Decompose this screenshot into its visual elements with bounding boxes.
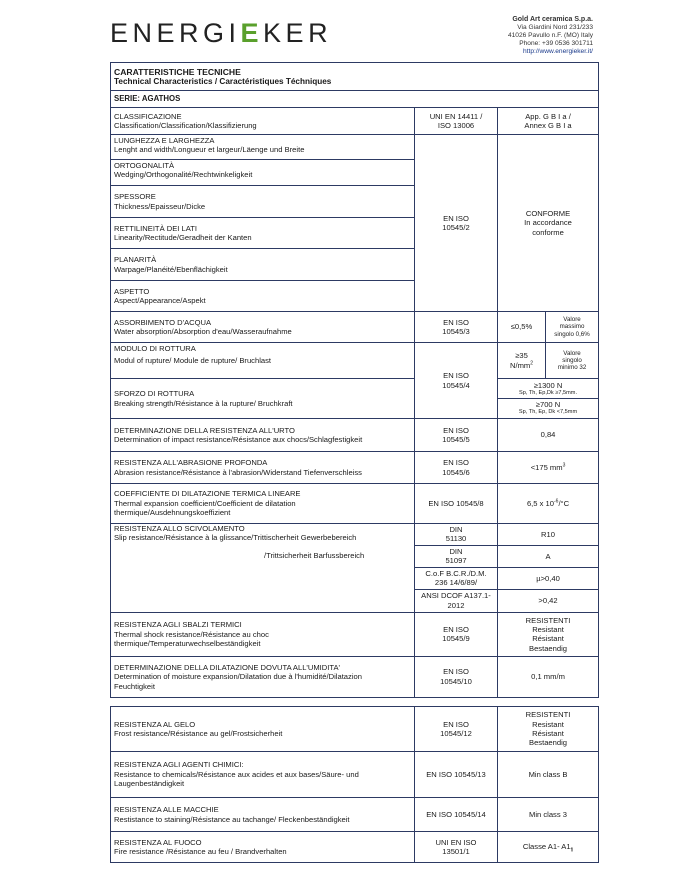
- length-label: LUNGHEZZA E LARGHEZZA: [114, 136, 215, 145]
- modulus-cell: [111, 343, 415, 379]
- abrasion-value: <175 $mm^3$: [498, 452, 599, 484]
- table-row: [111, 379, 599, 419]
- frost-cell: [111, 707, 415, 752]
- orthogonality-cell: [111, 160, 415, 186]
- classification-norm: [415, 108, 498, 135]
- impact-cell: [111, 419, 415, 452]
- slip-r1-norm-1: DIN: [449, 525, 463, 534]
- table-row: [111, 524, 599, 546]
- breaking-val-2-note: Sp, Th, Ep, Dk <7,5mm: [518, 409, 578, 416]
- moisture-value: 0,1 mm/m: [498, 656, 599, 697]
- water-norm-2: 10545/3: [442, 327, 470, 336]
- table-row: [111, 656, 599, 697]
- slip-value-3: µ>0,40: [498, 567, 599, 589]
- stain-label: RESISTENZA ALLE MACCHIE: [114, 805, 219, 815]
- moisture-label: DETERMINAZIONE DELLA DILATAZIONE DOVUTA ALL'UMIDITA': [114, 662, 340, 672]
- dimensions-norm-1: EN ISO: [443, 213, 469, 223]
- thermal-shock-value: [498, 612, 599, 656]
- classification-val-1: App. G B I a /: [525, 111, 571, 121]
- modulus-note-2: singolo: [562, 356, 582, 364]
- frost-val-1: RESISTENTI: [525, 710, 571, 720]
- orthogonality-sub: Wedging/Orthogonalité/Rechtwinkeligkeit: [114, 170, 253, 180]
- breaking-val-1: ≥1300 N: [533, 381, 563, 390]
- breaking-val-2: ≥700 N: [535, 400, 561, 409]
- water-absorption-norm: [415, 312, 498, 343]
- impact-norm-2: 10545/5: [442, 435, 470, 444]
- modulus-sub: Modul of rupture/ Module de rupture/ Bruchlast: [114, 356, 272, 366]
- classification-norm-1: UNI EN 14411 /: [429, 111, 483, 121]
- chemicals-cell: [111, 752, 415, 798]
- shock-val-2: Resistant: [532, 624, 564, 634]
- chemicals-norm: EN ISO 10545/13: [415, 752, 498, 798]
- frost-value: [498, 707, 599, 752]
- shock-val-1: RESISTENTI: [525, 615, 571, 625]
- length-sub: Lenght and width/Longueur et largeur/Läenge und Breite: [114, 145, 305, 155]
- fire-val: Classe A1- A1: [522, 842, 571, 852]
- slip-norm-1: [415, 524, 498, 546]
- energieker-logo: [110, 18, 332, 49]
- company-address-2: 41026 Pavullo n.F. (MO) Italy: [507, 32, 593, 39]
- thermal-expansion-cell: [111, 484, 415, 524]
- logo-text-right: KER: [263, 18, 333, 48]
- linearity-label: RETTILINEITÀ DEI LATI: [114, 223, 197, 233]
- thermal-unit: /°C: [558, 498, 570, 508]
- impact-sub: Determination of impact resistance/Résistance aux chocs/Schlagfestigkeit: [114, 435, 363, 444]
- flatness-cell: [111, 249, 415, 281]
- dimensions-value: [498, 135, 599, 312]
- slip-value-4: >0,42: [498, 589, 599, 612]
- moisture-sub-1: Determination of moisture expansion/Dilatation due à l'humidité/Dilatazion: [114, 672, 362, 682]
- flatness-sub: Warpage/Planéité/Ebenflächigkeit: [114, 264, 228, 274]
- shock-val-4: Bestaendig: [529, 643, 568, 653]
- slip-resistance-cell: [111, 524, 415, 613]
- additional-characteristics-table: [110, 706, 599, 863]
- classification-norm-2: ISO 13006: [437, 121, 475, 130]
- stain-norm: EN ISO 10545/14: [415, 798, 498, 832]
- slip-r3-norm-2: 236 14/6/89/: [434, 578, 478, 588]
- dimensions-val-3: conforme: [532, 227, 564, 237]
- abrasion-label: RESISTENZA ALL'ABRASIONE PROFONDA: [114, 458, 268, 468]
- frost-norm-1: EN ISO: [443, 719, 469, 729]
- frost-norm-2: 10545/12: [440, 729, 472, 738]
- fire-val-sub: fl: [570, 847, 574, 854]
- logo-text-left: ENERGI: [110, 18, 241, 48]
- table-row: [111, 312, 599, 343]
- impact-norm: [415, 419, 498, 452]
- frost-val-4: Bestaendig: [529, 738, 567, 748]
- shock-norm-2: 10545/9: [442, 634, 470, 644]
- classification-val-2: Annex G B I a: [524, 121, 572, 130]
- impact-label: DETERMINAZIONE DELLA RESISTENZA ALL'URTO: [114, 425, 295, 435]
- breaking-value: [498, 379, 599, 419]
- thermal-shock-sub-2: thermique/Temperaturwechselbeständigkeit: [114, 639, 261, 649]
- slip-norm-3: [415, 567, 498, 589]
- company-name: Gold Art ceramica S.p.a.: [512, 16, 593, 23]
- thermal-shock-norm: [415, 612, 498, 656]
- table-row: [111, 612, 599, 656]
- logo-text-mid: E: [240, 18, 264, 48]
- linearity-cell: [111, 218, 415, 249]
- rupture-norm: [415, 343, 498, 419]
- chemicals-sub-1: Resistance to chemicals/Résistance aux acides et aux bases/Säure- und: [114, 769, 359, 779]
- fire-value: [498, 832, 599, 863]
- abrasion-norm: [415, 452, 498, 484]
- abrasion-cell: [111, 452, 415, 484]
- fire-norm: [415, 832, 498, 863]
- length-cell: [111, 135, 415, 160]
- thermal-exp: -6: [553, 498, 559, 505]
- frost-val-3: Résistant: [532, 729, 564, 738]
- slip-r2-norm-1: DIN: [449, 546, 463, 556]
- thermal-shock-sub-1: Thermal shock resistance/Résistance au choc: [114, 629, 269, 639]
- thickness-label: SPESSORE: [114, 192, 156, 202]
- stain-value: Min class 3: [498, 798, 599, 832]
- water-note-1: Valore: [563, 316, 581, 324]
- abrasion-norm-2: 10545/6: [442, 467, 470, 477]
- dimensions-norm-2: 10545/2: [442, 223, 470, 232]
- modulus-val-2: N/mm: [509, 360, 531, 370]
- dimensions-norm: [415, 135, 498, 312]
- table-row: [111, 108, 599, 135]
- series-label: SERIE: AGATHOS: [111, 91, 599, 108]
- abrasion-val: <175 mm: [530, 462, 563, 472]
- stain-sub: Restistance to staining/Résistance au tachange/ Fleckenbeständigkeit: [114, 814, 350, 824]
- abrasion-sub: Abrasion resistance/Résistance à l'abrasion/Widerstand Tiefenverschleiss: [114, 467, 362, 477]
- appearance-cell: [111, 281, 415, 312]
- table-row: [111, 832, 599, 863]
- fire-cell: [111, 832, 415, 863]
- slip-r2-norm-2: 51097: [445, 556, 467, 566]
- company-phone: Phone: +39 0536 301711: [519, 40, 593, 47]
- moisture-cell: [111, 656, 415, 697]
- modulus-note: [546, 343, 599, 379]
- modulus-label: MODULO DI ROTTURA: [114, 344, 196, 353]
- table-row: [111, 452, 599, 484]
- slip-value-2: A: [498, 545, 599, 567]
- company-address-1: Via Giardini Nord 231/233: [517, 24, 593, 31]
- stain-cell: [111, 798, 415, 832]
- table-row: [111, 343, 599, 379]
- linearity-sub: Linearity/Rectitude/Geradheit der Kanten: [114, 233, 252, 242]
- modulus-note-1: Valore: [563, 349, 581, 357]
- water-norm-1: EN ISO: [443, 317, 469, 327]
- table-row: [111, 419, 599, 452]
- moisture-norm: [415, 656, 498, 697]
- breaking-cell: [111, 379, 415, 419]
- table-row: [111, 707, 599, 752]
- chemicals-label: RESISTENZA AGLI AGENTI CHIMICI:: [114, 760, 244, 770]
- thermal-shock-cell: [111, 612, 415, 656]
- table-row: [111, 484, 599, 524]
- thermal-expansion-sub-1: Thermal expansion coefficient/Coefficient de dilatation: [114, 498, 296, 508]
- frost-sub: Frost resistance/Résistance au gel/Frostsicherheit: [114, 729, 283, 738]
- slip-r3-norm-1: C.o.F B.C.R./D.M.: [425, 568, 487, 578]
- abrasion-norm-1: EN ISO: [443, 458, 469, 468]
- thickness-sub: Thickness/Epaisseur/Dicke: [114, 201, 206, 211]
- moisture-sub-2: Feuchtigkeit: [114, 681, 155, 691]
- shock-val-3: Résistant: [532, 634, 564, 644]
- thermal-shock-label: RESISTENZA AGLI SBALZI TERMICI: [114, 620, 242, 630]
- thermal-val: 6,5 x 10: [526, 498, 554, 508]
- water-note-3: singolo 0,6%: [554, 330, 590, 338]
- table-row: [111, 752, 599, 798]
- classification-sub: Classification/Classification/Klassifizierung: [114, 121, 257, 130]
- table-row: [111, 135, 599, 160]
- slip-label: RESISTENZA ALLO SCIVOLAMENTO: [114, 524, 245, 533]
- slip-sub-2: /Trittsicherheit Barfussbereich: [264, 550, 365, 560]
- impact-value: 0,84: [498, 419, 599, 452]
- frost-norm: [415, 707, 498, 752]
- slip-value-1: R10: [498, 524, 599, 546]
- slip-r4-norm-2: 2012: [447, 600, 465, 610]
- modulus-value: ≥35 $N/mm^2$: [498, 343, 546, 379]
- table-row: [111, 798, 599, 832]
- thermal-expansion-sub-2: thermique/Ausdehnungskoeffizient: [114, 508, 231, 518]
- fire-norm-2: 13501/1: [442, 847, 470, 856]
- classification-value: [498, 108, 599, 135]
- water-absorption-sub: Water absorption/Absorption d'eau/Wasseraufnahme: [114, 327, 292, 336]
- slip-sub: Slip resistance/Résistance à la glissance/Trittischerheit Gewerbebereich: [114, 533, 357, 543]
- dimensions-val-1: CONFORME: [525, 208, 571, 218]
- water-absorption-cell: [111, 312, 415, 343]
- appearance-sub: Aspect/Appearance/Aspekt: [114, 296, 206, 305]
- technical-characteristics-table: [110, 62, 599, 698]
- flatness-label: PLANARITÀ: [114, 255, 157, 265]
- chemicals-value: Min class B: [498, 752, 599, 798]
- slip-norm-2: [415, 545, 498, 567]
- classification-cell: [111, 108, 415, 135]
- orthogonality-label: ORTOGONALITÀ: [114, 161, 175, 170]
- slip-r1-norm-2: 51130: [445, 534, 467, 544]
- rupture-norm-1: EN ISO: [443, 371, 469, 381]
- slip-r4-norm-1: ANSI DCOF A137.1-: [421, 591, 491, 601]
- breaking-sub: Breaking strength/Résistance à la rupture/ Bruchkraft: [114, 398, 293, 408]
- title-english: Technical Characteristics / Caractéristiques Téchniques: [114, 76, 332, 86]
- frost-val-2: Resistant: [532, 719, 564, 729]
- moisture-norm-1: EN ISO: [443, 667, 469, 677]
- water-note-2: massimo: [559, 323, 585, 331]
- rupture-norm-2: 10545/4: [442, 380, 470, 390]
- chemicals-sub-2: Laugenbeständigkeit: [114, 779, 185, 789]
- modulus-val-1: ≥35: [515, 351, 528, 361]
- thermal-expansion-label: COEFFICIENTE DI DILATAZIONE TERMICA LINEARE: [114, 489, 301, 499]
- thermal-expansion-value: [498, 484, 599, 524]
- impact-norm-1: EN ISO: [443, 425, 469, 435]
- classification-label: CLASSIFICAZIONE: [114, 111, 182, 121]
- dimensions-val-2: In accordance: [524, 218, 572, 228]
- shock-norm-1: EN ISO: [443, 624, 469, 634]
- appearance-label: ASPETTO: [114, 286, 150, 296]
- water-absorption-label: ASSORBIMENTO D'ACQUA: [114, 317, 212, 327]
- company-website-link[interactable]: http://www.energieker.it/: [523, 48, 593, 55]
- title-italian: CARATTERISTICHE TECNICHE: [114, 66, 241, 77]
- table-title: [111, 63, 599, 91]
- water-absorption-note: [546, 312, 599, 343]
- thickness-cell: [111, 186, 415, 218]
- modulus-note-3: minimo 32: [557, 364, 587, 372]
- slip-norm-4: [415, 589, 498, 612]
- fire-norm-1: UNI EN ISO: [435, 837, 477, 847]
- breaking-val-1-note: Sp, Th, Ep,Dk ≥7,5mm.: [519, 390, 578, 397]
- frost-label: RESISTENZA AL GELO: [114, 719, 196, 729]
- thermal-expansion-norm: EN ISO 10545/8: [415, 484, 498, 524]
- company-info: [508, 16, 593, 56]
- fire-label: RESISTENZA AL FUOCO: [114, 837, 202, 847]
- moisture-norm-2: 10545/10: [440, 676, 472, 686]
- water-absorption-value: ≤0,5%: [498, 312, 546, 343]
- breaking-label: SFORZO DI ROTTURA: [114, 389, 195, 399]
- fire-sub: Fire resistance /Résistance au feu / Brandverhalten: [114, 847, 287, 856]
